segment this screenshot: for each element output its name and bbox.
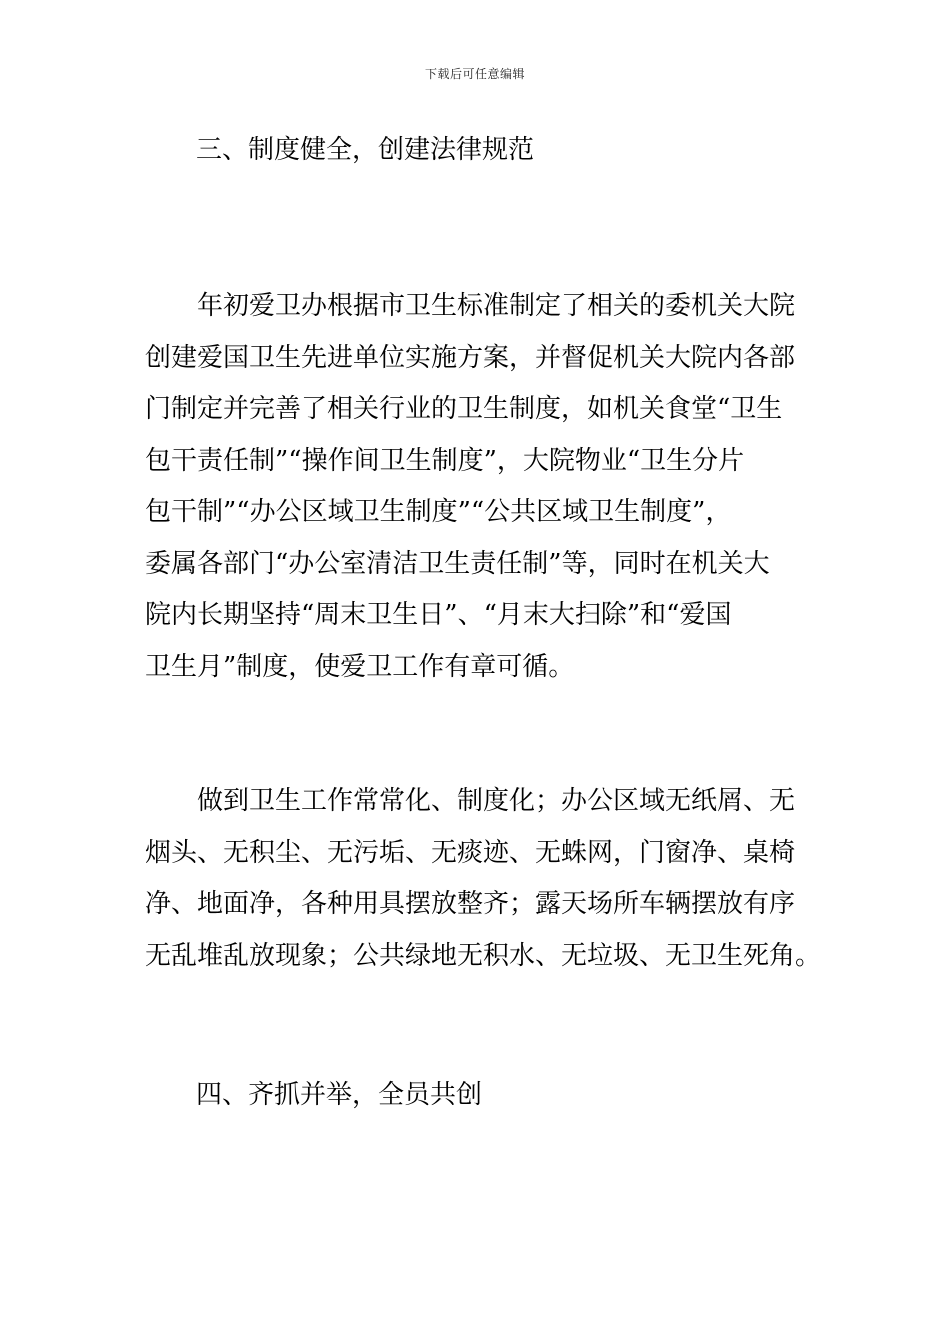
paragraph-line: 做到卫生工作常常化、制度化；办公区域无纸屑、无: [197, 786, 796, 816]
paragraph-line: 年初爱卫办根据市卫生标准制定了相关的委机关大院: [197, 291, 796, 321]
paragraph-line: 无乱堆乱放现象；公共绿地无积水、无垃圾、无卫生死角。: [145, 940, 822, 971]
paragraph-line: 包干责任制”“操作间卫生制度”，大院物业“卫生分片: [145, 445, 745, 476]
paragraph-regulations: [145, 281, 815, 693]
paragraph-standards: [145, 776, 822, 982]
paragraph-line: 烟头、无积尘、无污垢、无痰迹、无蛛网，门窗净、桌椅: [145, 837, 796, 868]
paragraph-line: 委属各部门“办公室清洁卫生责任制”等，同时在机关大: [145, 548, 770, 579]
paragraph-line: 净、地面净，各种用具摆放整齐；露天场所车辆摆放有序: [145, 889, 796, 919]
download-note: 下载后可任意编辑: [424, 67, 525, 81]
paragraph-line: 包干制”“办公区域卫生制度”“公共区域卫生制度”，: [145, 497, 732, 527]
paragraph-line: 院内长期坚持“周末卫生日”、“月末大扫除”和“爱国: [145, 600, 732, 630]
section-heading-3: 三、制度健全，创建法律规范: [196, 135, 535, 165]
paragraph-line: 卫生月”制度，使爱卫工作有章可循。: [145, 651, 575, 682]
section-heading-4: 四、齐抓并举，全员共创: [196, 1080, 483, 1110]
paragraph-line: 创建爱国卫生先进单位实施方案，并督促机关大院内各部: [145, 342, 796, 373]
paragraph-line: 门制定并完善了相关行业的卫生制度，如机关食堂“卫生: [145, 394, 783, 424]
